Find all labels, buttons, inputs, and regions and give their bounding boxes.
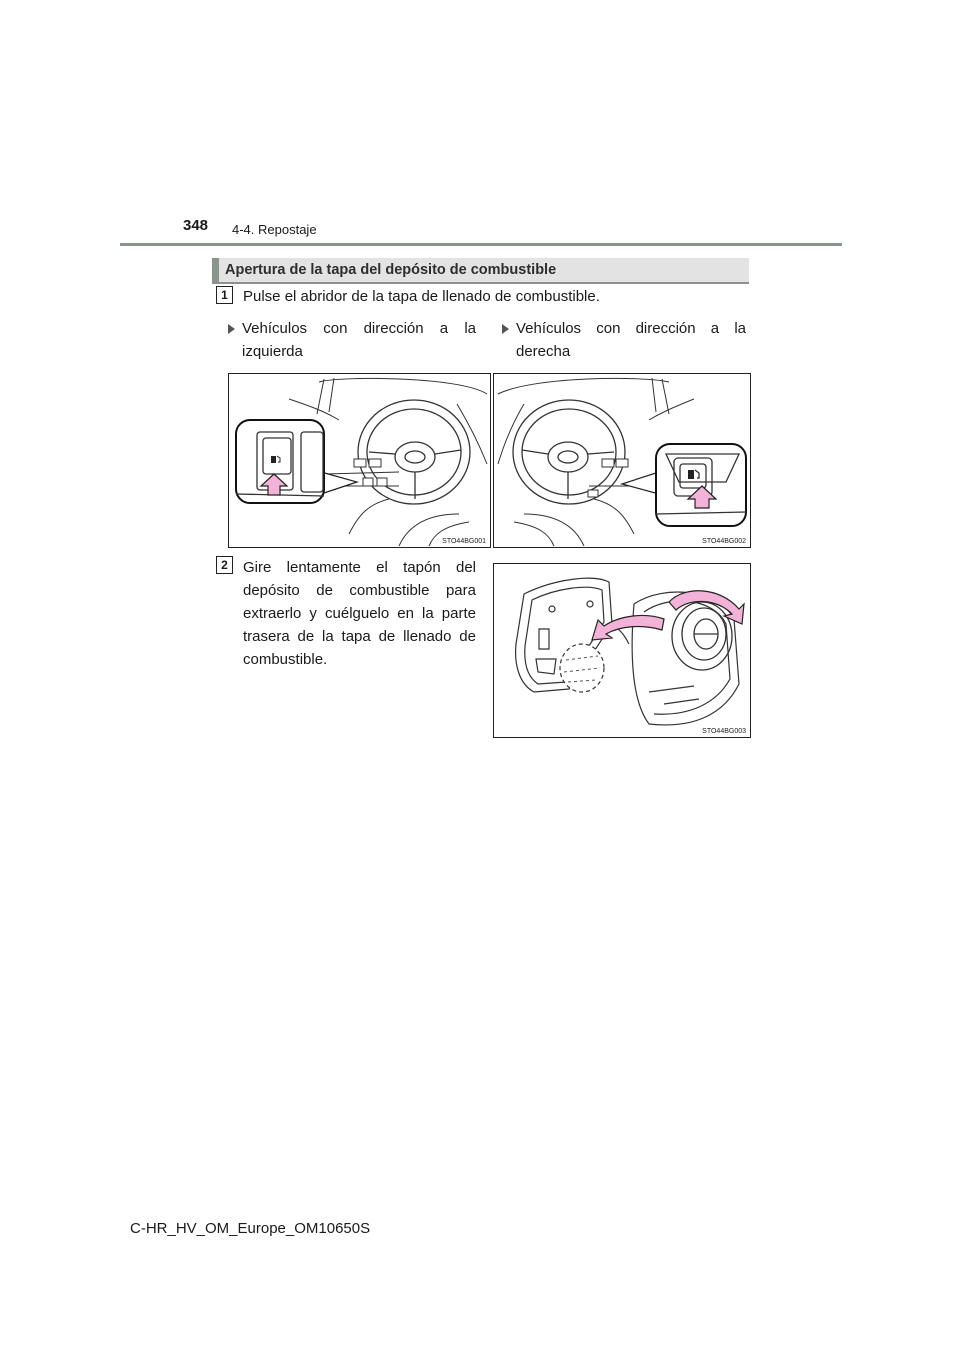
step-2-text: Gire lentamente el tapón del depósito de combustible para extraerlo y cuélguelo en la parte trasera de la tapa de llenado de combustible. — [243, 559, 476, 668]
figure-code: STO44BG001 — [442, 538, 486, 545]
step-1-text: Pulse el abridor de la tapa de llenado de combustible. — [243, 288, 600, 305]
option-left-hand-drive — [228, 317, 476, 363]
figure-rhd-dashboard — [493, 373, 751, 548]
figure-code: STO44BG002 — [702, 538, 746, 545]
dashboard-illustration-rhd — [494, 374, 750, 547]
page-number: 348 — [183, 217, 209, 234]
figure-code: STO44BG003 — [702, 728, 746, 735]
step-2-number: 2 — [216, 556, 233, 574]
option-right-line1: Vehículos con dirección a la — [516, 320, 746, 337]
header-rule — [120, 243, 842, 246]
heading-text: Apertura de la tapa del depósito de combustible — [225, 262, 557, 278]
heading-accent — [212, 258, 219, 282]
step-1-number: 1 — [216, 286, 233, 304]
figure-fuel-cap — [493, 563, 751, 738]
option-left-line1: Vehículos con dirección a la — [242, 320, 476, 337]
option-right-line2: derecha — [516, 343, 571, 360]
dashboard-illustration-lhd — [229, 374, 490, 547]
section-heading — [212, 258, 749, 284]
fuel-cap-illustration — [494, 564, 750, 737]
section-label: 4-4. Repostaje — [232, 222, 317, 237]
option-right-hand-drive — [502, 317, 746, 363]
option-left-line2: izquierda — [242, 343, 303, 360]
figure-lhd-dashboard — [228, 373, 491, 548]
footer-document-id: C-HR_HV_OM_Europe_OM10650S — [130, 1220, 371, 1237]
bullet-triangle-icon — [228, 324, 235, 334]
bullet-triangle-icon — [502, 324, 509, 334]
